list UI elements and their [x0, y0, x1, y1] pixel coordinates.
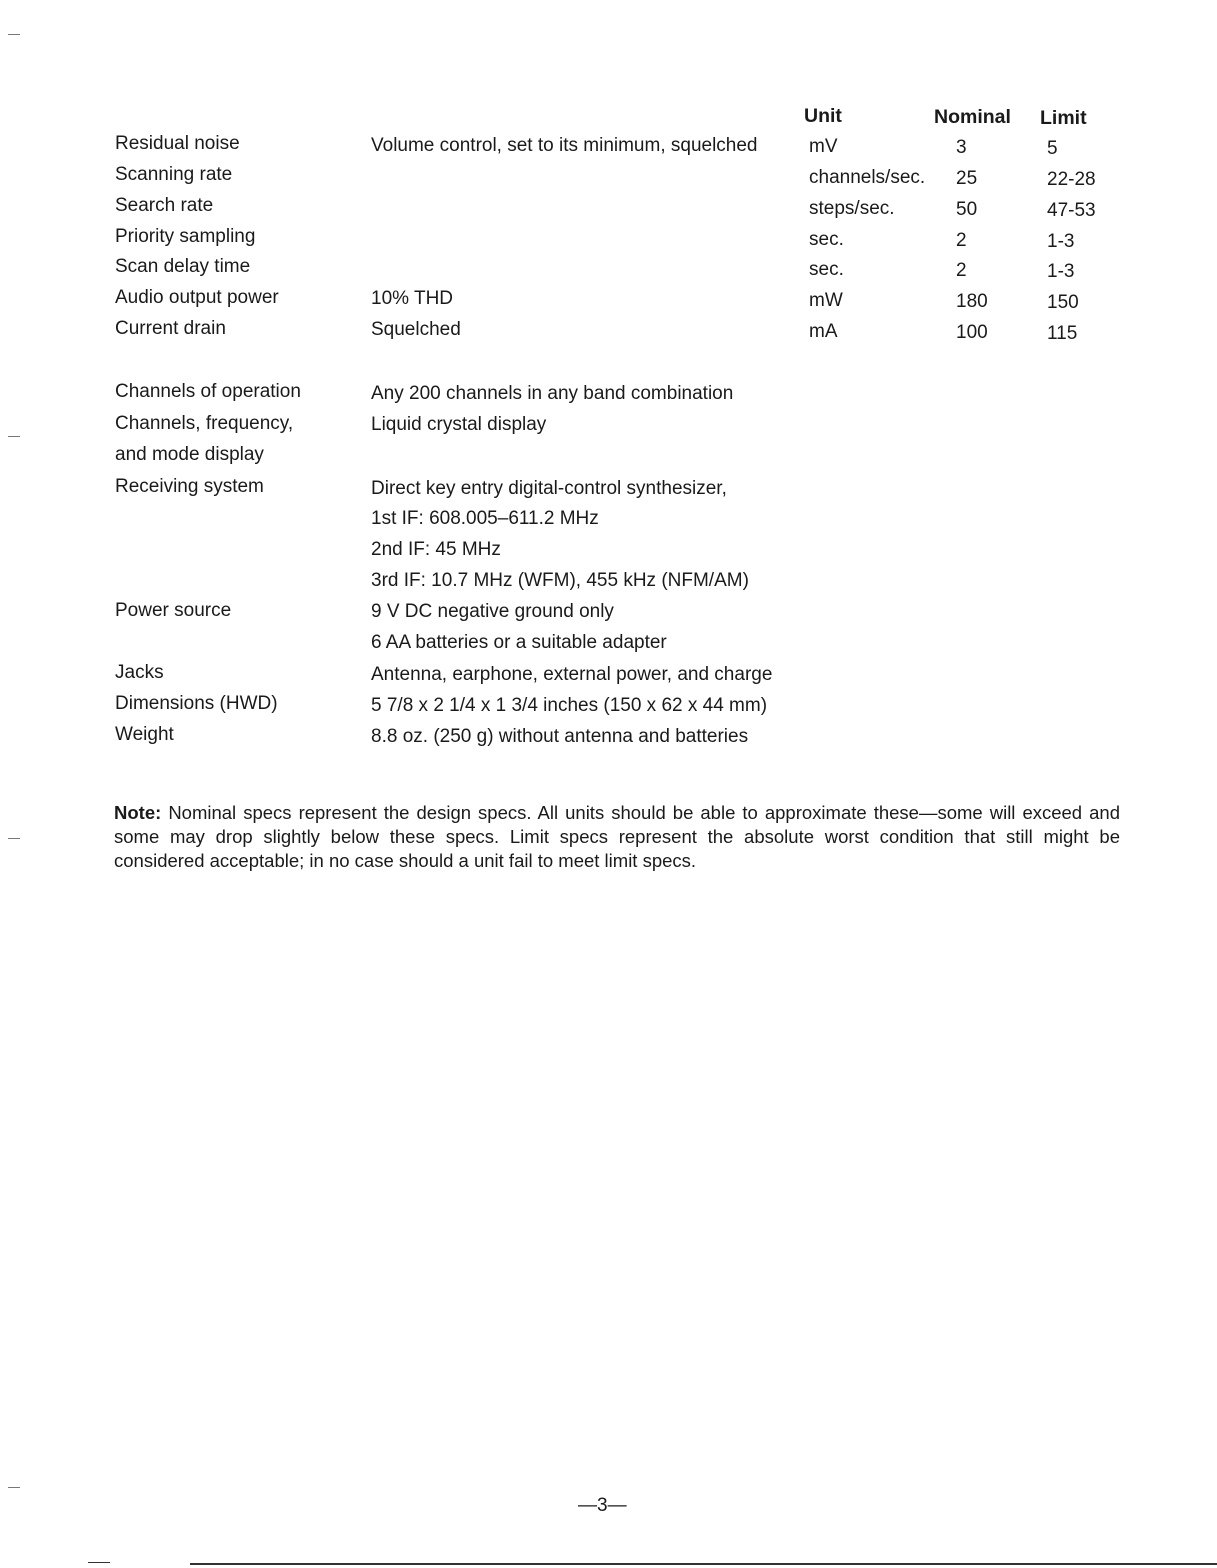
receiving-line3: 2nd IF: 45 MHz	[371, 539, 501, 560]
jacks-value: Antenna, earphone, external power, and charge	[371, 664, 773, 685]
spec-unit: steps/sec.	[809, 198, 895, 219]
spec-condition: Squelched	[371, 319, 461, 340]
spec-nominal: 3	[956, 137, 967, 158]
header-limit: Limit	[1040, 107, 1087, 129]
spec-label: Scan delay time	[115, 256, 251, 277]
spec-condition: 10% THD	[371, 288, 454, 309]
header-unit: Unit	[804, 105, 842, 127]
spec-label: Search rate	[115, 195, 214, 216]
margin-tick	[8, 1487, 20, 1488]
receiving-line2: 1st IF: 608.005–611.2 MHz	[371, 508, 599, 529]
receiving-line1: Direct key entry digital-control synthesizer,	[371, 478, 727, 499]
spec-label: Current drain	[115, 318, 226, 339]
spec-limit: 1-3	[1047, 231, 1075, 252]
bottom-rule	[190, 1563, 1217, 1565]
header-nominal: Nominal	[934, 106, 1011, 128]
spec-limit: 47-53	[1047, 200, 1096, 221]
spec-nominal: 100	[956, 322, 988, 343]
receiving-label: Receiving system	[115, 476, 264, 497]
spec-label: Priority sampling	[115, 226, 256, 247]
margin-tick	[8, 838, 20, 839]
power-label: Power source	[115, 600, 232, 621]
display-label-line1: Channels, frequency,	[115, 413, 294, 434]
display-value: Liquid crystal display	[371, 414, 547, 435]
channels-label: Channels of operation	[115, 381, 301, 402]
spec-label: Audio output power	[115, 287, 279, 308]
note-text: Nominal specs represent the design specs. All units should be able to approximate these—some will exceed and some may drop slightly below these specs. Limit specs represent the absolute worst condition that still might be considered acceptable; in no case should a unit fail to meet limit specs.	[114, 802, 1120, 871]
spec-limit: 22-28	[1047, 169, 1096, 190]
spec-unit: mW	[809, 290, 843, 311]
jacks-label: Jacks	[115, 662, 164, 683]
power-line1: 9 V DC negative ground only	[371, 601, 614, 622]
spec-condition: Volume control, set to its minimum, squelched	[371, 135, 758, 156]
note-label: Note:	[114, 802, 162, 823]
spec-unit: sec.	[809, 229, 844, 250]
dimensions-value: 5 7/8 x 2 1/4 x 1 3/4 inches (150 x 62 x 44 mm)	[371, 695, 768, 716]
power-line2: 6 AA batteries or a suitable adapter	[371, 632, 667, 653]
spec-unit: mV	[809, 136, 838, 157]
spec-label: Residual noise	[115, 133, 240, 154]
margin-tick	[88, 1562, 110, 1563]
display-label-line2: and mode display	[115, 444, 264, 465]
dimensions-label: Dimensions (HWD)	[115, 693, 278, 714]
margin-tick	[8, 436, 20, 437]
spec-limit: 115	[1047, 323, 1078, 344]
spec-nominal: 2	[956, 260, 967, 281]
margin-tick	[8, 34, 20, 35]
page-number: —3—	[578, 1495, 627, 1516]
spec-nominal: 180	[956, 291, 988, 312]
spec-label: Scanning rate	[115, 164, 233, 185]
spec-nominal: 25	[956, 168, 978, 189]
note-paragraph	[114, 801, 1120, 873]
spec-unit: sec.	[809, 259, 844, 280]
spec-nominal: 2	[956, 230, 967, 251]
channels-value: Any 200 channels in any band combination	[371, 383, 734, 404]
weight-value: 8.8 oz. (250 g) without antenna and batteries	[371, 726, 749, 747]
spec-nominal: 50	[956, 199, 978, 220]
spec-limit: 5	[1047, 138, 1058, 159]
receiving-line4: 3rd IF: 10.7 MHz (WFM), 455 kHz (NFM/AM)	[371, 570, 749, 591]
spec-unit: mA	[809, 321, 838, 342]
spec-limit: 1-3	[1047, 261, 1075, 282]
spec-unit: channels/sec.	[809, 167, 926, 188]
spec-limit: 150	[1047, 292, 1079, 313]
weight-label: Weight	[115, 724, 174, 745]
